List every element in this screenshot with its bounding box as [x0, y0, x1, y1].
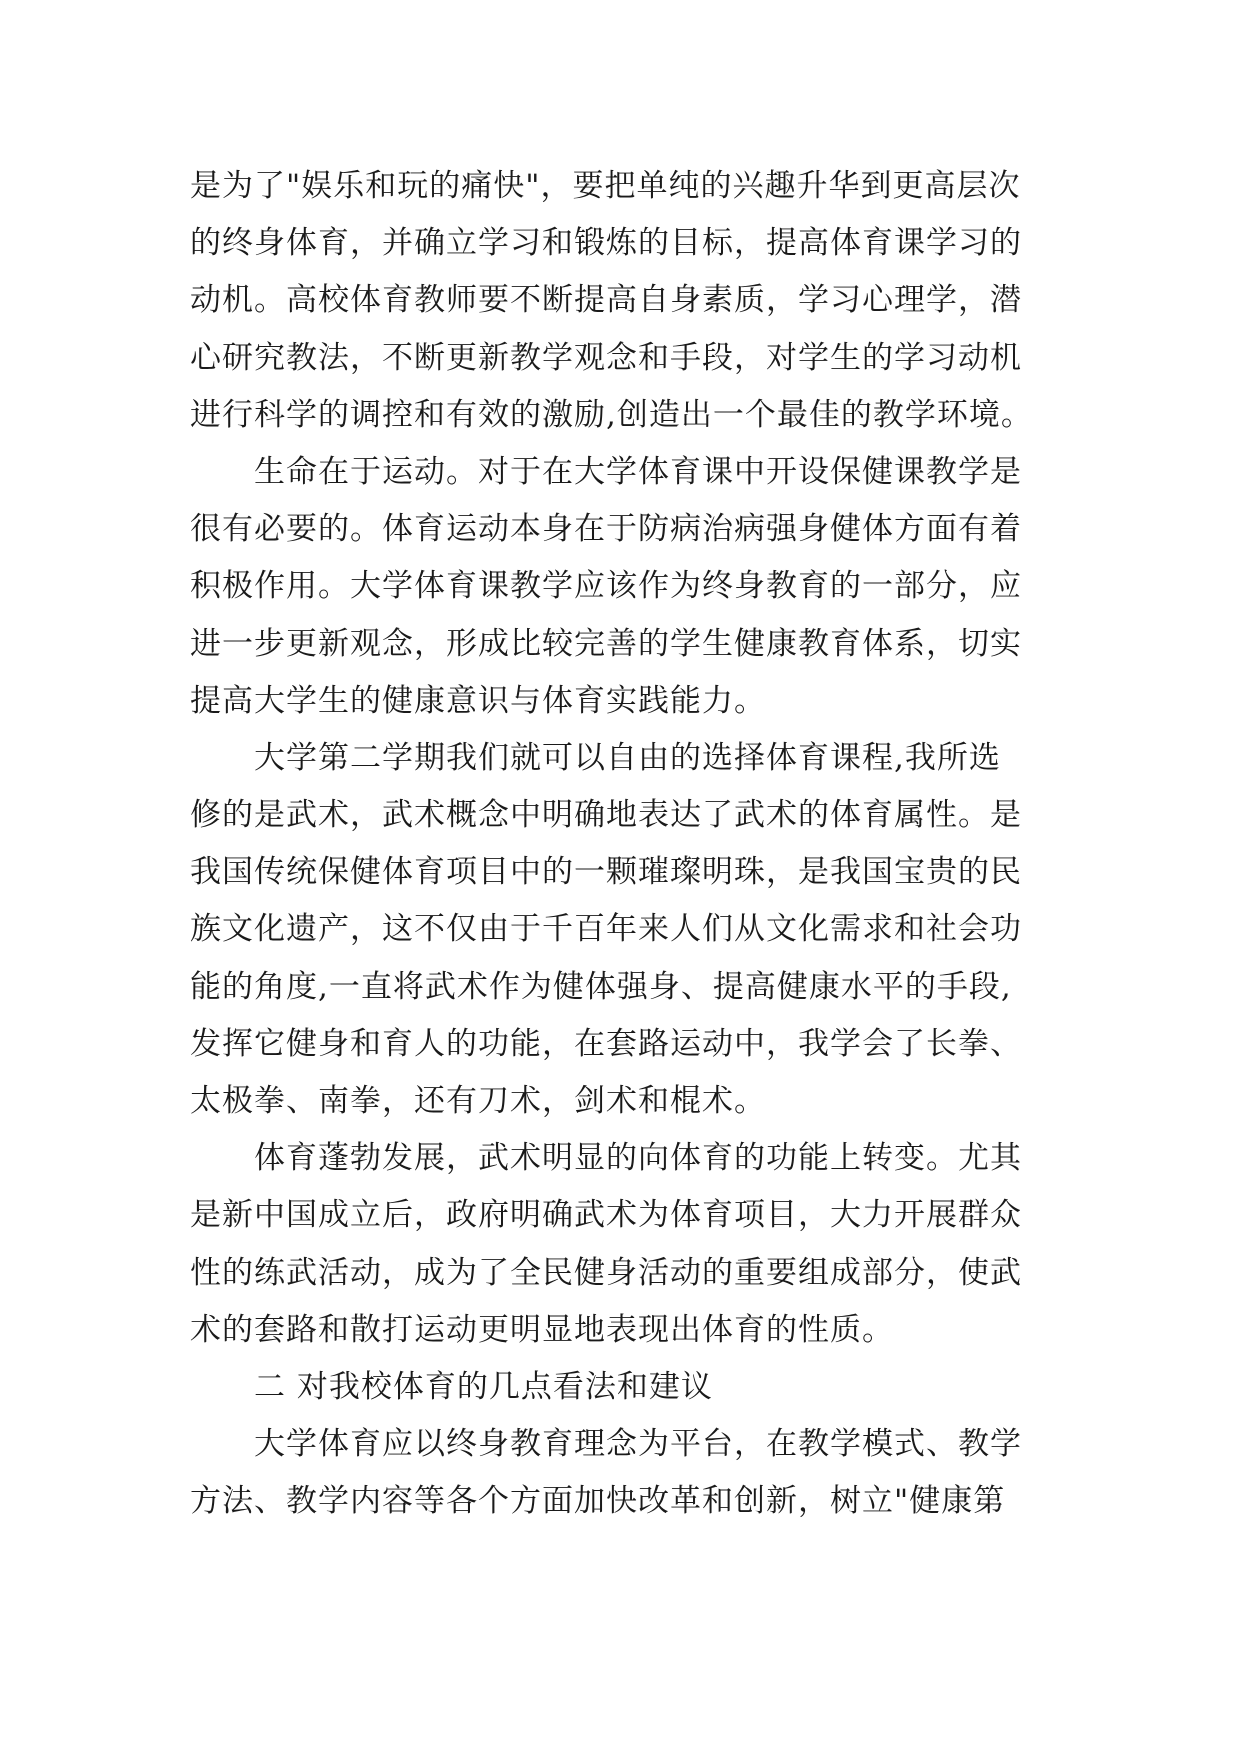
text-line: 修的是武术，武术概念中明确地表达了武术的体育属性。是 — [190, 797, 1022, 834]
text-line: 族文化遗产，这不仅由于千百年来人们从文化需求和社会功 — [190, 911, 1022, 948]
text-line: 很有必要的。体育运动本身在于防病治病强身健体方面有着 — [190, 511, 1022, 548]
section-heading: 二 对我校体育的几点看法和建议 — [254, 1368, 713, 1405]
paragraph-first-line: 大学体育应以终身教育理念为平台，在教学模式、教学 — [254, 1426, 1022, 1463]
text-line: 术的套路和散打运动更明显地表现出体育的性质。 — [190, 1311, 894, 1348]
text-line: 方法、教学内容等各个方面加快改革和创新，树立"健康第 — [190, 1483, 1006, 1520]
paragraph-first-line: 体育蓬勃发展，武术明显的向体育的功能上转变。尤其 — [254, 1140, 1022, 1177]
text-line: 性的练武活动，成为了全民健身活动的重要组成部分，使武 — [190, 1254, 1022, 1291]
text-line: 进一步更新观念，形成比较完善的学生健康教育体系，切实 — [190, 625, 1022, 662]
document-body — [190, 158, 1070, 1531]
text-line: 动机。高校体育教师要不断提高自身素质，学习心理学，潜 — [190, 282, 1022, 319]
text-line: 进行科学的调控和有效的激励,创造出一个最佳的教学环境。 — [190, 396, 1033, 433]
text-line: 积极作用。大学体育课教学应该作为终身教育的一部分，应 — [190, 568, 1022, 605]
text-line: 能的角度,一直将武术作为健体强身、提高健康水平的手段, — [190, 968, 1012, 1005]
text-line: 是为了"娱乐和玩的痛快"，要把单纯的兴趣升华到更高层次 — [190, 168, 1021, 204]
text-line: 是新中国成立后，政府明确武术为体育项目，大力开展群众 — [190, 1197, 1022, 1234]
paragraph-first-line: 生命在于运动。对于在大学体育课中开设保健课教学是 — [254, 453, 1022, 490]
text-line: 提高大学生的健康意识与体育实践能力。 — [190, 682, 766, 719]
text-line: 发挥它健身和育人的功能，在套路运动中，我学会了长拳、 — [190, 1025, 1022, 1062]
text-line: 我国传统保健体育项目中的一颗璀璨明珠，是我国宝贵的民 — [190, 854, 1022, 891]
text-line: 心研究教法，不断更新教学观念和手段，对学生的学习动机 — [190, 339, 1022, 376]
paragraph-first-line: 大学第二学期我们就可以自由的选择体育课程,我所选 — [254, 739, 1001, 776]
text-line: 太极拳、南拳，还有刀术，剑术和棍术。 — [190, 1083, 766, 1119]
text-line: 的终身体育，并确立学习和锻炼的目标，提高体育课学习的 — [190, 225, 1022, 262]
